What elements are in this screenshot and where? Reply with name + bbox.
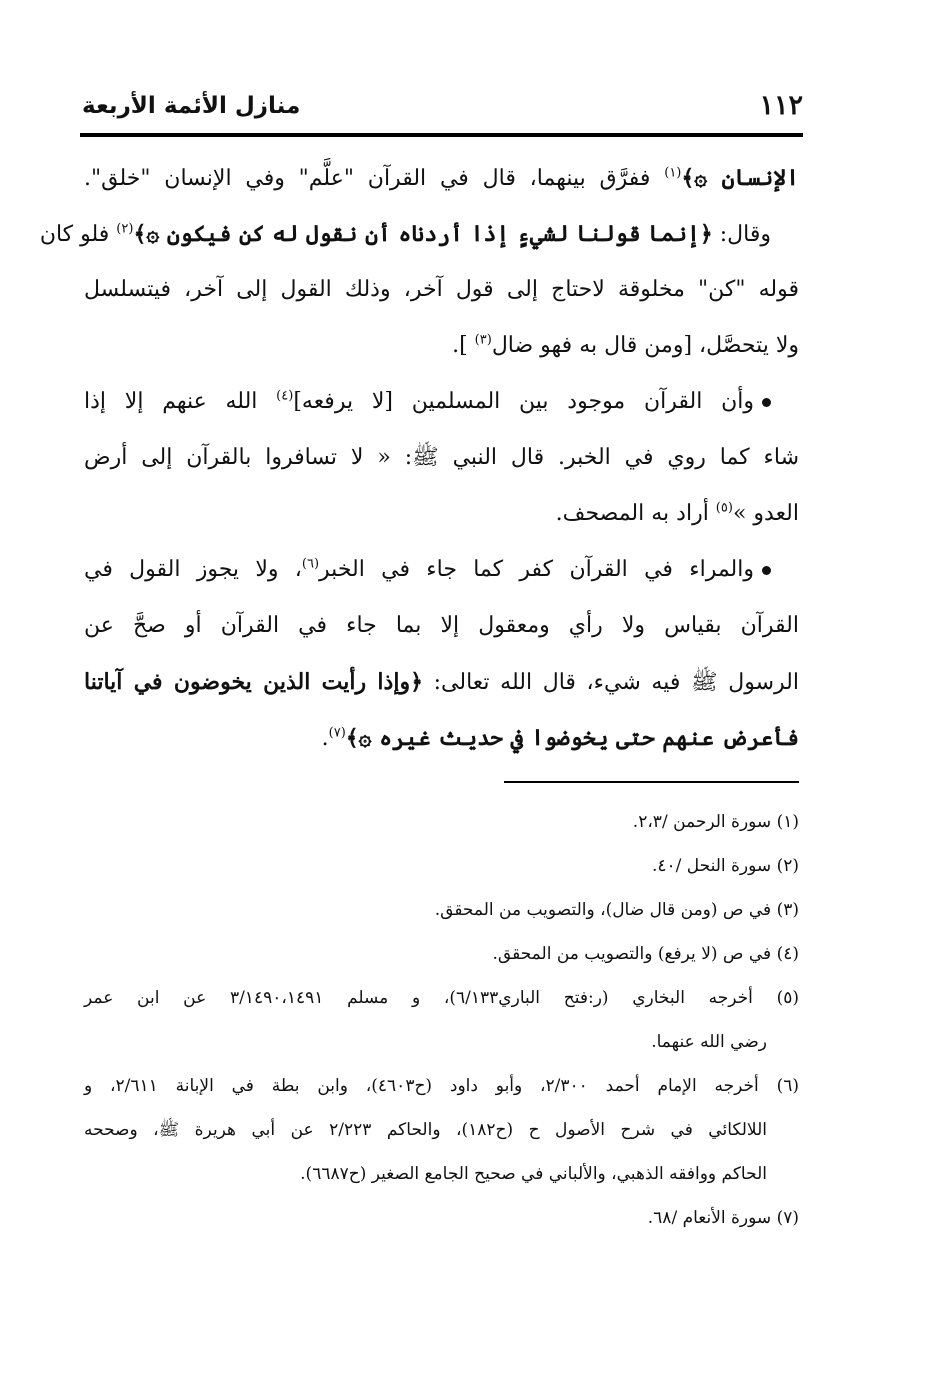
line-text: . (321, 726, 329, 751)
footnote-ref: (٢) (116, 221, 134, 237)
footnote-line: رضي الله عنهما. (651, 1032, 767, 1052)
footnote-line: (٢) سورة النحل /٤٠. (651, 856, 799, 876)
quran-quote: ﴿إنما قولنا لشيءٍ إذا أردناه أن نقول له كن فيكون ۞﴾ (133, 221, 713, 247)
footnote-line: اللالكائي في شرح الأصول ح (ح١٨٢)، والحاكم ٢/٢٢٣ عن أبي هريرة ﷺ، وصححه (84, 1120, 767, 1140)
text-line (84, 374, 799, 430)
header-rule (80, 133, 803, 137)
footnote-ref: (٦) (301, 556, 320, 572)
main-text (39, 150, 799, 766)
footnote-line: الحاكم ووافقه الذهبي، والألباني في صحيح الجامع الصغير (ح٦٦٨٧). (300, 1164, 767, 1184)
text-line (84, 654, 799, 710)
text-line (84, 710, 799, 766)
footnote-ref: (٥) (715, 500, 733, 516)
running-title: منازل الأئمة الأربعة (82, 93, 301, 119)
line-text: وأن القرآن موجود بين المسلمين [لا يرفعه] (293, 389, 754, 414)
footnote-line: (٦) أخرجه الإمام أحمد ٢/٣٠٠، وأبو داود (ح٤٦٠٣)، وابن بطة في الإبانة ٢/٦١١، و (84, 1076, 799, 1096)
line-text: أراد به المصحف. (555, 501, 716, 526)
footnotes (84, 800, 799, 1240)
text-line (84, 486, 799, 542)
footnote-line: (٤) في ص (لا يرفع) والتصويب من المحقق. (492, 944, 799, 964)
text-line (84, 262, 799, 318)
text-line (84, 598, 799, 654)
footnote-ref: (٣) (474, 332, 492, 348)
footnote-line: (٣) في ص (ومن قال ضال)، والتصويب من المحقق. (434, 900, 799, 920)
line-text: ففرَّق بينهما، قال في القرآن "علَّم" وفي الإنسان "خلق". (84, 166, 665, 191)
text-line (84, 150, 799, 206)
quran-quote: فأعرض عنهم حتى يخوضوا في حديث غيره ۞﴾ (345, 725, 799, 751)
text-line (84, 318, 799, 374)
line-text: فلو كان (39, 222, 117, 247)
text-line (84, 430, 799, 486)
line-text: ، ولا يجوز القول في (84, 557, 302, 582)
line-text: القرآن بقياس ولا رأي ومعقول إلا بما جاء في القرآن أو صحَّ عن (84, 613, 799, 638)
footnote-ref: (٧) (328, 725, 346, 741)
text-line (84, 542, 799, 598)
page-number: ١١٢ (759, 90, 803, 121)
text-line (39, 206, 799, 262)
line-text: الله عنهم إلا إذا (84, 389, 277, 414)
footnote-line: (٧) سورة الأنعام /٦٨. (647, 1208, 799, 1228)
line-text: وقال: (712, 222, 771, 247)
footnote-separator (504, 781, 799, 783)
footnote-ref: (١) (664, 165, 682, 181)
line-text: قوله "كن" مخلوقة لاحتاج إلى قول آخر، وذلك القول إلى آخر، فيتسلسل (84, 277, 799, 302)
line-text: ]. (452, 333, 475, 358)
line-text: شاء كما روي في الخبر. قال النبي ﷺ: « لا تسافروا بالقرآن إلى أرض (84, 445, 799, 470)
footnote-line: (١) سورة الرحمن /٢،٣. (632, 812, 799, 832)
bullet-icon (762, 566, 771, 575)
line-text: العدو » (732, 501, 799, 526)
quran-quote: الإنسان ۞﴾ (681, 165, 799, 191)
line-text: والمراء في القرآن كفر كما جاء في الخبر (319, 557, 754, 582)
quran-quote: ﴿وإذا رأيت الذين يخوضون في آياتنا (84, 669, 423, 695)
line-text: الرسول ﷺ فيه شيء، قال الله تعالى: (422, 670, 799, 695)
footnote-line: (٥) أخرجه البخاري (ر:فتح الباري٦/١٣٣)، و مسلم ٣/١٤٩٠،١٤٩١ عن ابن عمر (84, 988, 799, 1008)
bullet-icon (762, 398, 771, 407)
footnote-ref: (٤) (276, 388, 294, 404)
line-text: ولا يتحصَّل، [ومن قال به فهو ضال (491, 333, 799, 358)
page-header (82, 86, 803, 126)
